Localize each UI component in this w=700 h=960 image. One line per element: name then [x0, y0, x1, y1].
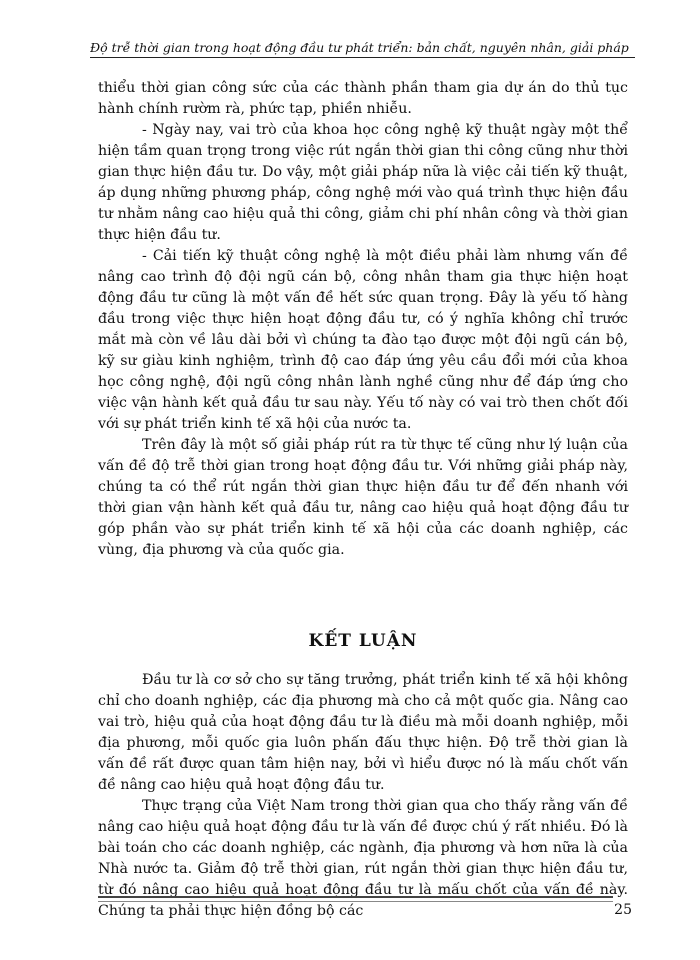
footer-rule	[98, 896, 613, 898]
page-number: 25	[614, 902, 632, 918]
paragraph-technology: - Ngày nay, vai trò của khoa học công nghệ kỹ thuật ngày một thể hiện tầm quan trọng trong việc rút ngắn thời gian thi công cũng như thời gian thực hiện đầu tư. Do vậy, một giải pháp nữa là việc cải tiến kỹ thuật, áp dụng những phương pháp, công nghệ mới vào quá trình thực hiện đầu tư nhằm nâng cao hiệu quả thi công, giảm chi phí nhân công và thời gian thực hiện đầu tư.	[98, 122, 628, 243]
paragraph-conclusion-2: Thực trạng của Việt Nam trong thời gian qua cho thấy rằng vấn đề nâng cao hiệu quả hoạt động đầu tư là vấn đề được chú ý rất nhiều. Đó là bài toán cho các doanh nghiệp, các ngành, địa phương và hơn nữa là của Nhà nước ta. Giảm độ trễ thời gian, rút ngắn thời gian thực hiện đầu tư, từ đó nâng cao hiệu quả hoạt động đầu tư là mấu chốt của vấn đề này. Chúng ta phải thực hiện đồng bộ các	[98, 798, 628, 919]
header-rule	[90, 57, 635, 58]
paragraph-conclusion-1: Đầu tư là cơ sở cho sự tăng trưởng, phát triển kinh tế xã hội không chỉ cho doanh nghiệp, các địa phương mà cho cả một quốc gia. Nâng cao vai trò, hiệu quả của hoạt động đầu tư là điều mà mỗi doanh nghiệp, mỗi địa phương, mỗi quốc gia luôn phấn đấu thực hiện. Độ trễ thời gian là vấn đề rất được quan tâm hiện nay, bởi vì hiểu được nó là mấu chốt vấn đề nâng cao hiệu quả hoạt động đầu tư.	[98, 672, 628, 793]
paragraph-continuation: thiểu thời gian công sức của các thành phần tham gia dự án do thủ tục hành chính rườm rà, phức tạp, phiền nhiễu.	[98, 80, 628, 117]
paragraph-workforce: - Cải tiến kỹ thuật công nghệ là một điều phải làm nhưng vấn đề nâng cao trình độ đội ngũ cán bộ, công nhân tham gia thực hiện hoạt động đầu tư cũng là một vấn đề hết sức quan trọng. Đây là yếu tố hàng đầu trong việc thực hiện hoạt động đầu tư, có ý nghĩa không chỉ trước mắt mà còn về lâu dài bởi vì chúng ta đào tạo được một đội ngũ cán bộ, kỹ sư giàu kinh nghiệm, trình độ cao đáp ứng yêu cầu đổi mới của khoa học công nghệ, đội ngũ công nhân lành nghề cũng như để đáp ứng cho việc vận hành kết quả đầu tư sau này. Yếu tố này có vai trò then chốt đối với sự phát triển kinh tế xã hội của nước ta.	[98, 248, 628, 432]
page-body	[98, 78, 628, 922]
section-gap	[98, 561, 628, 631]
running-header: Độ trễ thời gian trong hoạt động đầu tư phát triển: bản chất, nguyên nhân, giải pháp	[90, 40, 629, 55]
paragraph-summary: Trên đây là một số giải pháp rút ra từ thực tế cũng như lý luận của vấn đề độ trễ thời gian trong hoạt động đầu tư. Với những giải pháp này, chúng ta có thể rút ngắn thời gian thực hiện đầu tư để đến nhanh với thời gian vận hành kết quả đầu tư, nâng cao hiệu quả hoạt động đầu tư góp phần vào sự phát triển kinh tế xã hội của các doanh nghiệp, các vùng, địa phương và của quốc gia.	[98, 437, 628, 558]
footer-rule-thin	[98, 901, 613, 902]
section-title: KẾT LUẬN	[308, 631, 418, 651]
